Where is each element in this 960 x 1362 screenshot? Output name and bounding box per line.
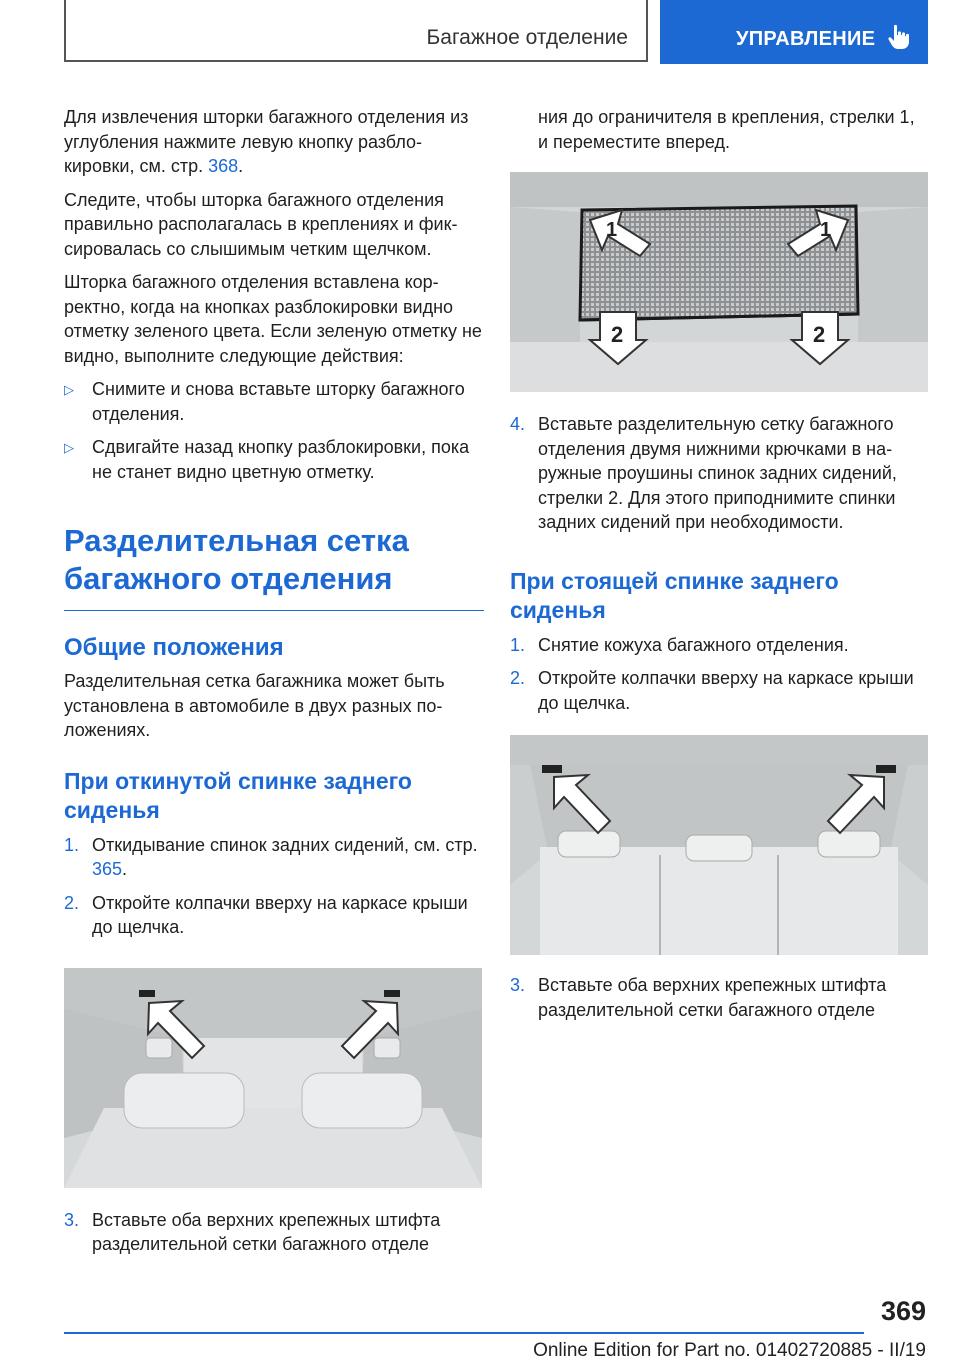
cargo-upright-seats-image: [510, 735, 928, 955]
chapter-tab: [660, 0, 928, 64]
right-column: [510, 105, 928, 1031]
triangle-bullet-icon: ▷: [64, 382, 74, 397]
section-title: Багажное отделение: [426, 26, 628, 49]
step-item: 3. Вставьте оба верхних крепежных штифта разделительной сетки багажного отделе: [64, 1209, 441, 1254]
page-link-368[interactable]: 368: [208, 156, 239, 176]
cargo-net-installed-image: [510, 172, 928, 392]
illustration: [510, 172, 928, 392]
hand-pointer-icon: [888, 24, 910, 50]
step-item: 4. Вставьте разделительную сетку багажного отделения двумя нижними крючками в наружные проушины спинок задних сидений, стрелки 2. Для этого приподнимите спинки задних сидений при необходимости.: [510, 414, 897, 532]
paragraph: ния до ограничителя в крепления, стрелки 1, и переместите вперед.: [538, 107, 915, 152]
callout-label: 2: [611, 322, 624, 347]
section-tab: [64, 0, 648, 62]
paragraph: Для извлечения шторки багажного отделения из углубления нажмите левую кнопку разблокировки, см. стр. 368.: [64, 107, 469, 176]
cargo-folded-seats-image: [64, 968, 482, 1188]
section-heading: Разделительная сетка багажного отделения: [64, 523, 409, 596]
page-header: [64, 0, 928, 64]
section-heading-wrap: [64, 522, 484, 611]
illustration: [510, 735, 928, 955]
step-item: 2. Откройте колпачки вверху на каркасе крыши до щелчка.: [510, 668, 914, 713]
step-item: 2. Откройте колпачки вверху на каркасе крыши до щелчка.: [64, 892, 468, 937]
callout-label: 1: [606, 219, 618, 241]
step-item: 3. Вставьте оба верхних крепежных штифта разделительной сетки багажного отделе: [510, 975, 887, 1020]
list-item: ▷ Сдвигайте назад кнопку разблокировки, пока не станет видно цветную отметку.: [64, 435, 484, 484]
footer-divider: [64, 1332, 864, 1334]
triangle-bullet-icon: ▷: [64, 440, 74, 455]
step-item: 1. Откидывание спинок задних сидений, см. стр. 365.: [64, 834, 478, 879]
paragraph: Шторка багажного отделения вставлена корректно, когда на кнопках разблокировки видно отметку зеленого цвета. Если зеленую отметку не видно, выполните следующие действия:: [64, 272, 482, 366]
page-number: 369: [880, 1296, 926, 1326]
edition-info: Online Edition for Part no. 01402720885 - II/19: [533, 1340, 926, 1361]
chapter-title: УПРАВЛЕНИЕ: [736, 28, 876, 50]
callout-label: 1: [820, 219, 832, 241]
illustration: [64, 968, 482, 1188]
page-link-365[interactable]: 365: [92, 859, 123, 879]
subsection-heading: При откинутой спинке заднего сиденья: [64, 767, 412, 823]
paragraph: Разделительная сетка багажника может быть установлена в автомобиле в двух разных положениях.: [64, 671, 445, 740]
subsection-heading: При стоящей спинке заднего сиденья: [510, 567, 839, 623]
left-column: [64, 105, 484, 1266]
callout-label: 2: [813, 322, 826, 347]
subsection-heading: Общие положения: [64, 634, 284, 661]
step-item: 1. Снятие кожуха багажного отделения.: [510, 634, 849, 655]
list-item: ▷ Снимите и снова вставьте шторку багажного отделения.: [64, 377, 484, 426]
paragraph: Следите, чтобы шторка багажного отделения правильно располагалась в креплениях и фиксировалась со слышимым четким щелчком.: [64, 189, 458, 259]
